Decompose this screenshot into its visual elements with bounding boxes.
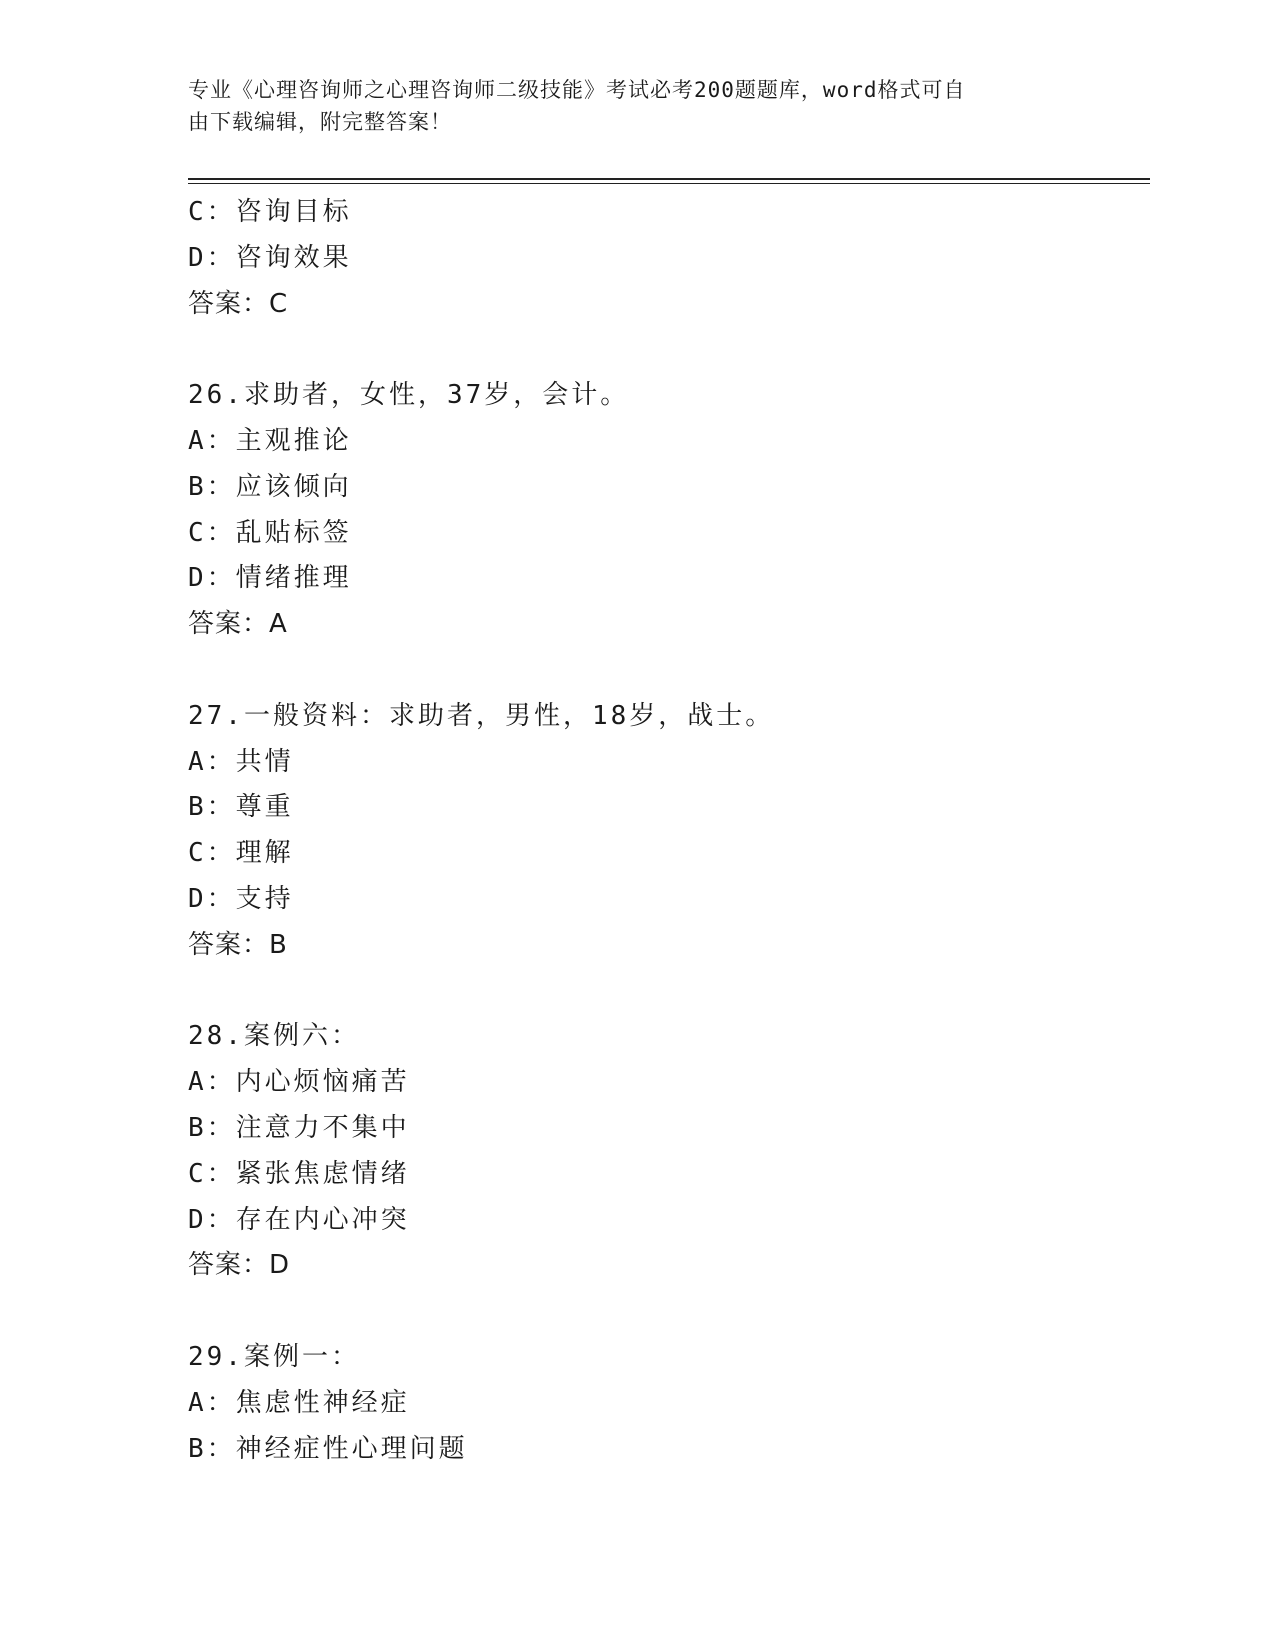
option-d: D：支持 bbox=[188, 883, 294, 914]
option-a: A：内心烦恼痛苦 bbox=[188, 1067, 410, 1098]
option-a: A：焦虑性神经症 bbox=[188, 1387, 410, 1418]
option-d: D：情绪推理 bbox=[188, 563, 352, 594]
option-b: B：应该倾向 bbox=[188, 471, 352, 502]
option-d: D：存在内心冲突 bbox=[188, 1204, 410, 1235]
answer: 答案：A bbox=[188, 609, 288, 640]
option-c: C：紧张焦虑情绪 bbox=[188, 1158, 410, 1189]
answer: 答案：C bbox=[188, 288, 289, 319]
question-stem: 26.求助者，女性，37岁，会计。 bbox=[188, 380, 630, 411]
spacer bbox=[188, 648, 1138, 694]
question-29 bbox=[188, 1335, 1138, 1472]
question-stem: 27.一般资料：求助者，男性，18岁，战士。 bbox=[188, 700, 775, 731]
option-c: C：理解 bbox=[188, 838, 294, 869]
spacer bbox=[188, 327, 1138, 373]
spacer bbox=[188, 969, 1138, 1015]
answer: 答案：D bbox=[188, 1250, 291, 1281]
option-b: B：神经症性心理问题 bbox=[188, 1433, 468, 1464]
header-divider-thick bbox=[188, 178, 1150, 180]
answer: 答案：B bbox=[188, 929, 288, 960]
option-a: A：主观推论 bbox=[188, 425, 352, 456]
spacer bbox=[188, 1289, 1138, 1335]
question-27 bbox=[188, 694, 1138, 969]
option-b: B：尊重 bbox=[188, 792, 294, 823]
option-c: C：乱贴标签 bbox=[188, 517, 352, 548]
option-c: C：咨询目标 bbox=[188, 197, 352, 227]
question-stem: 28.案例六： bbox=[188, 1021, 360, 1052]
header-line-1: 专业《心理咨询师之心理咨询师二级技能》考试必考200题题库，word格式可自 bbox=[188, 78, 966, 102]
question-28 bbox=[188, 1014, 1138, 1289]
question-26 bbox=[188, 373, 1138, 648]
header-divider-thin bbox=[188, 183, 1150, 184]
option-d: D：咨询效果 bbox=[188, 242, 352, 273]
document-header bbox=[188, 74, 1088, 138]
question-list bbox=[188, 190, 1138, 1472]
question-25-tail bbox=[188, 190, 1138, 327]
option-b: B：注意力不集中 bbox=[188, 1112, 410, 1143]
option-a: A：共情 bbox=[188, 746, 294, 777]
question-stem: 29.案例一： bbox=[188, 1341, 360, 1372]
header-line-2: 由下载编辑，附完整答案！ bbox=[188, 110, 452, 134]
